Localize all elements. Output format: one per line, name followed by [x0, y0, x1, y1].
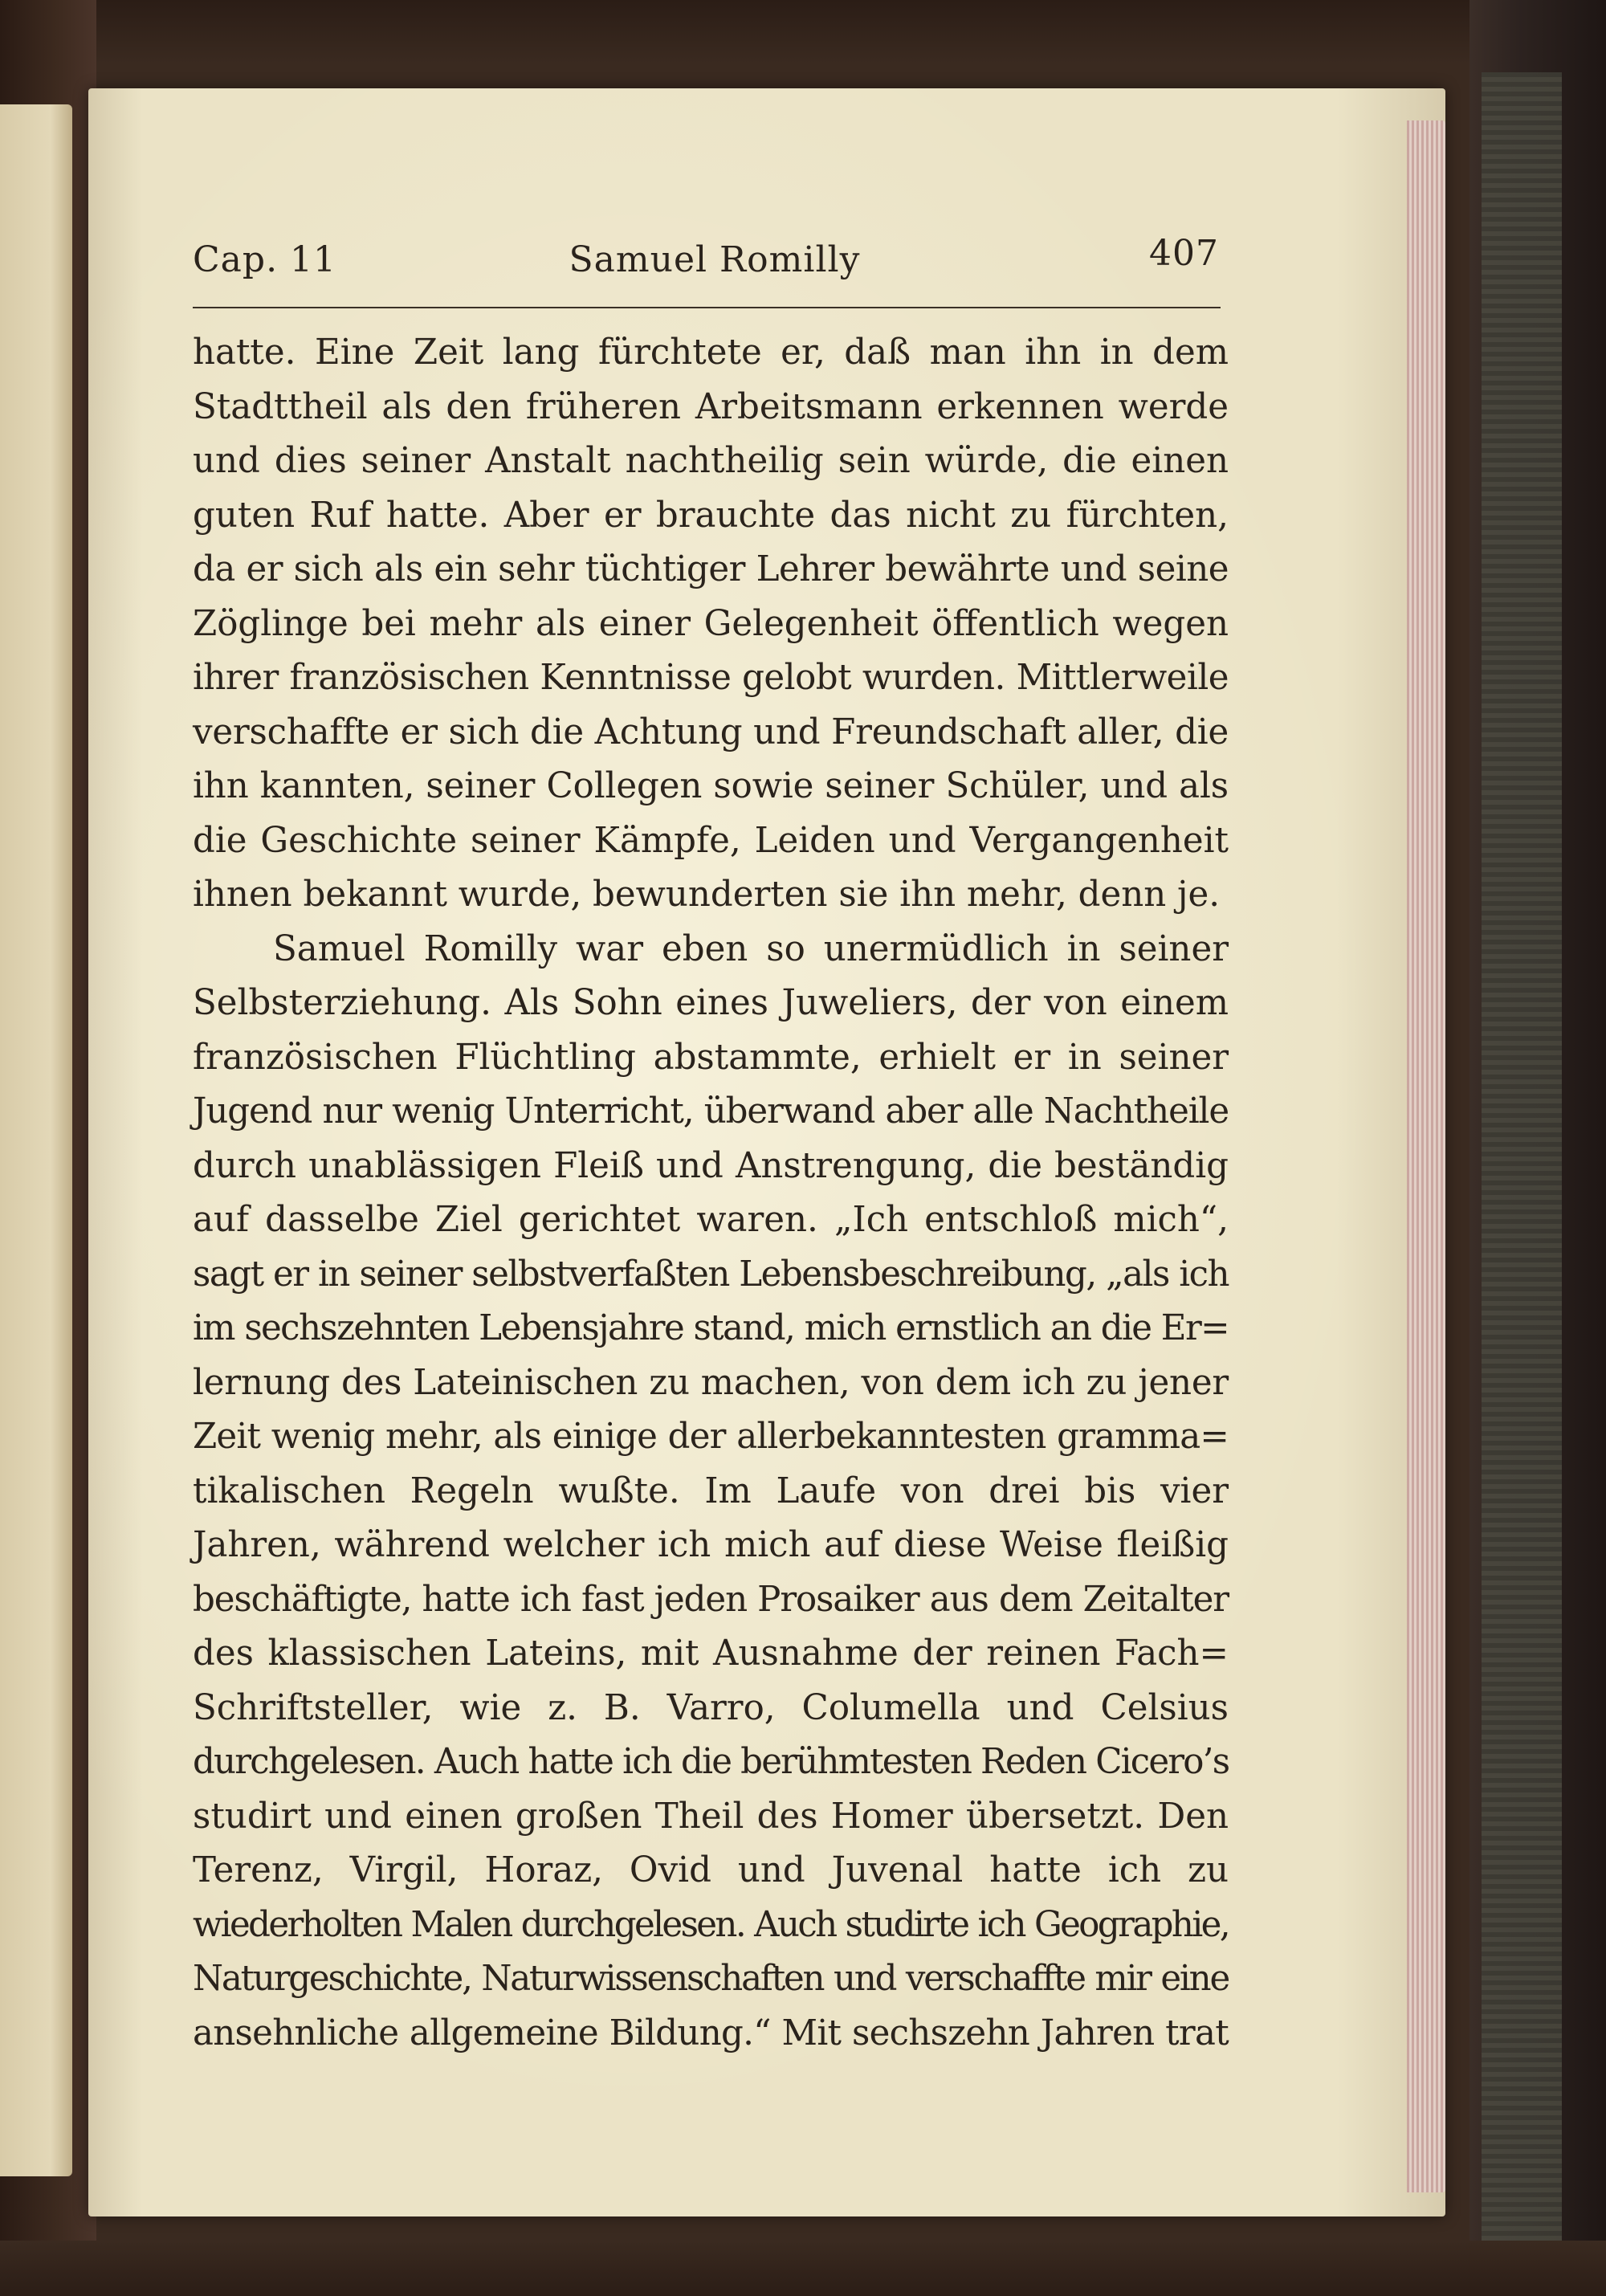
page-edges: [1407, 120, 1445, 2192]
text-line: des klassischen Lateins, mit Ausnahme der reinen Fach=: [193, 1633, 1229, 1674]
text-line: durch unablässigen Fleiß und Anstrengung, die beständig: [193, 1145, 1229, 1186]
text-line: wiederholten Malen durchgelesen. Auch studirte ich Geographie,: [193, 1904, 1229, 1945]
text-line: guten Ruf hatte. Aber er brauchte das nicht zu fürchten,: [193, 495, 1229, 536]
running-title: Samuel Romilly: [569, 239, 861, 280]
text-line: im sechszehnten Lebensjahre stand, mich ernstlich an die Er=: [193, 1308, 1229, 1348]
text-line: auf dasselbe Ziel gerichtet waren. „Ich entschloß mich“,: [193, 1200, 1229, 1240]
text-line: Jugend nur wenig Unterricht, überwand aber alle Nachtheile: [193, 1091, 1229, 1132]
text-line: Jahren, während welcher ich mich auf diese Weise fleißig: [193, 1525, 1229, 1565]
chapter-label: Cap. 11: [193, 239, 337, 280]
text-line: ansehnliche allgemeine Bildung.“ Mit sechszehn Jahren trat: [193, 2013, 1229, 2053]
text-line: Zöglinge bei mehr als einer Gelegenheit öffentlich wegen: [193, 603, 1229, 644]
text-line: beschäftigte, hatte ich fast jeden Prosaiker aus dem Zeitalter: [193, 1579, 1229, 1620]
background-top: [0, 0, 1606, 64]
page-number: 407: [1149, 233, 1219, 274]
text-line: und dies seiner Anstalt nachtheilig sein würde, die einen: [193, 441, 1229, 481]
text-line: lernung des Lateinischen zu machen, von dem ich zu jener: [193, 1362, 1229, 1403]
text-line: ihn kannten, seiner Collegen sowie seiner Schüler, und als: [193, 766, 1229, 806]
text-line: Samuel Romilly war eben so unermüdlich in seiner: [273, 928, 1229, 969]
text-line: französischen Flüchtling abstammte, erhielt er in seiner: [193, 1037, 1229, 1078]
text-line: hatte. Eine Zeit lang fürchtete er, daß man ihn in dem: [193, 332, 1229, 373]
body-text: [193, 326, 1237, 2061]
header-rule: [193, 307, 1221, 308]
text-line: ihnen bekannt wurde, bewunderten sie ihn mehr, denn je.: [193, 875, 1221, 915]
text-line: ihrer französischen Kenntnisse gelobt wurden. Mittlerweile: [193, 658, 1229, 698]
text-line: Selbsterziehung. Als Sohn eines Juweliers, der von einem: [193, 983, 1229, 1023]
text-line: durchgelesen. Auch hatte ich die berühmtesten Reden Cicero’s: [193, 1742, 1229, 1782]
text-line: tikalischen Regeln wußte. Im Laufe von drei bis vier: [193, 1470, 1229, 1511]
running-head: [193, 225, 1237, 289]
text-line: verschaffte er sich die Achtung und Freundschaft aller, die: [193, 712, 1229, 752]
text-line: Stadttheil als den früheren Arbeitsmann erkennen werde: [193, 386, 1229, 427]
background-bottom: [0, 2241, 1606, 2296]
text-line: da er sich als ein sehr tüchtiger Lehrer bewährte und seine: [193, 549, 1229, 589]
text-line: Naturgeschichte, Naturwissenschaften und verschaffte mir eine: [193, 1959, 1229, 1999]
book-spine-cloth: [1482, 72, 1562, 2241]
previous-page-edge: [0, 104, 72, 2176]
text-line: Zeit wenig mehr, als einige der allerbekanntesten gramma=: [193, 1417, 1229, 1457]
text-line: die Geschichte seiner Kämpfe, Leiden und Vergangenheit: [193, 820, 1229, 861]
text-line: sagt er in seiner selbstverfaßten Lebensbeschreibung, „als ich: [193, 1254, 1229, 1295]
page-content: [193, 225, 1237, 2061]
text-line: Terenz, Virgil, Horaz, Ovid und Juvenal hatte ich zu: [193, 1850, 1229, 1890]
text-line: studirt und einen großen Theil des Homer übersetzt. Den: [193, 1796, 1229, 1837]
text-line: Schriftsteller, wie z. B. Varro, Columella und Celsius: [193, 1687, 1229, 1728]
